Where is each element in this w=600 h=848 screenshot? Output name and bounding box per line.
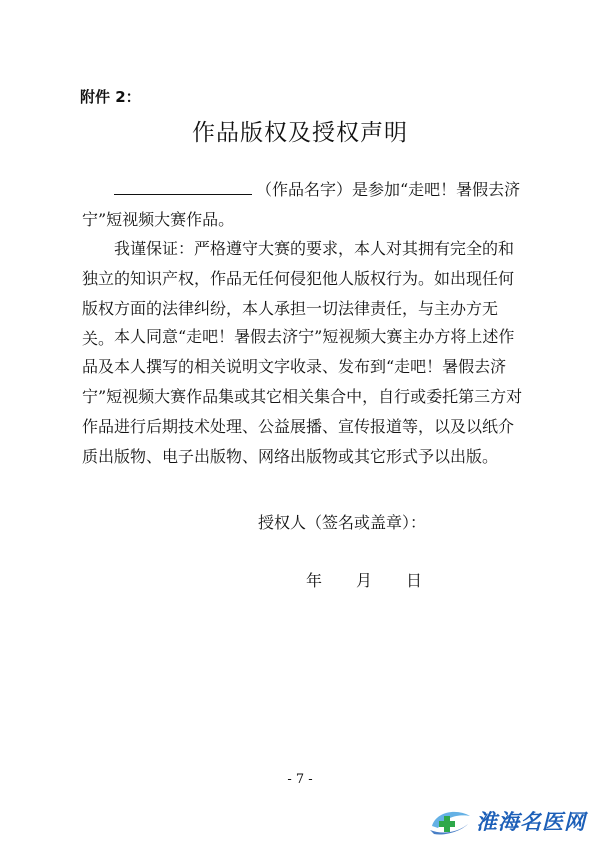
document-title: 作品版权及授权声明: [192, 120, 408, 146]
date-year: 年: [306, 571, 323, 590]
medical-cross-logo-icon: [426, 804, 474, 838]
paragraph-work-name: [82, 175, 528, 235]
signature-label: 授权人（签名或盖章）：: [258, 513, 427, 532]
site-watermark: [426, 804, 586, 838]
date-month: 月: [356, 571, 373, 590]
date-day: 日: [406, 571, 423, 590]
paragraph-guarantee: 我谨保证：严格遵守大赛的要求，本人对其拥有完全的和独立的知识产权，作品无任何侵犯他人版权行为。如出现任何版权方面的法律纠纷，本人承担一切法律责任，与主办方无关。: [82, 239, 515, 348]
watermark-text: 淮海名医网: [476, 809, 586, 834]
page-number: - 7 -: [287, 772, 313, 787]
paragraph-consent: 本人同意“走吧！暑假去济宁”短视频大赛主办方将上述作品及本人撰写的相关说明文字收录、发布到“走吧！暑假去济宁”短视频大赛作品集或其它相关集合中，自行或委托第三方对作品进行后期技术处理、公益展播、宣传报道等，以及以纸介质出版物、电子出版物、网络出版物或其它形式予以出版。: [82, 327, 523, 466]
date-line: [306, 568, 422, 591]
paragraph-1-text: （作品名字）是参加“走吧！暑假去济宁”短视频大赛作品。: [82, 180, 521, 229]
work-name-blank: [114, 178, 252, 195]
attachment-label: 附件 2：: [80, 88, 141, 106]
